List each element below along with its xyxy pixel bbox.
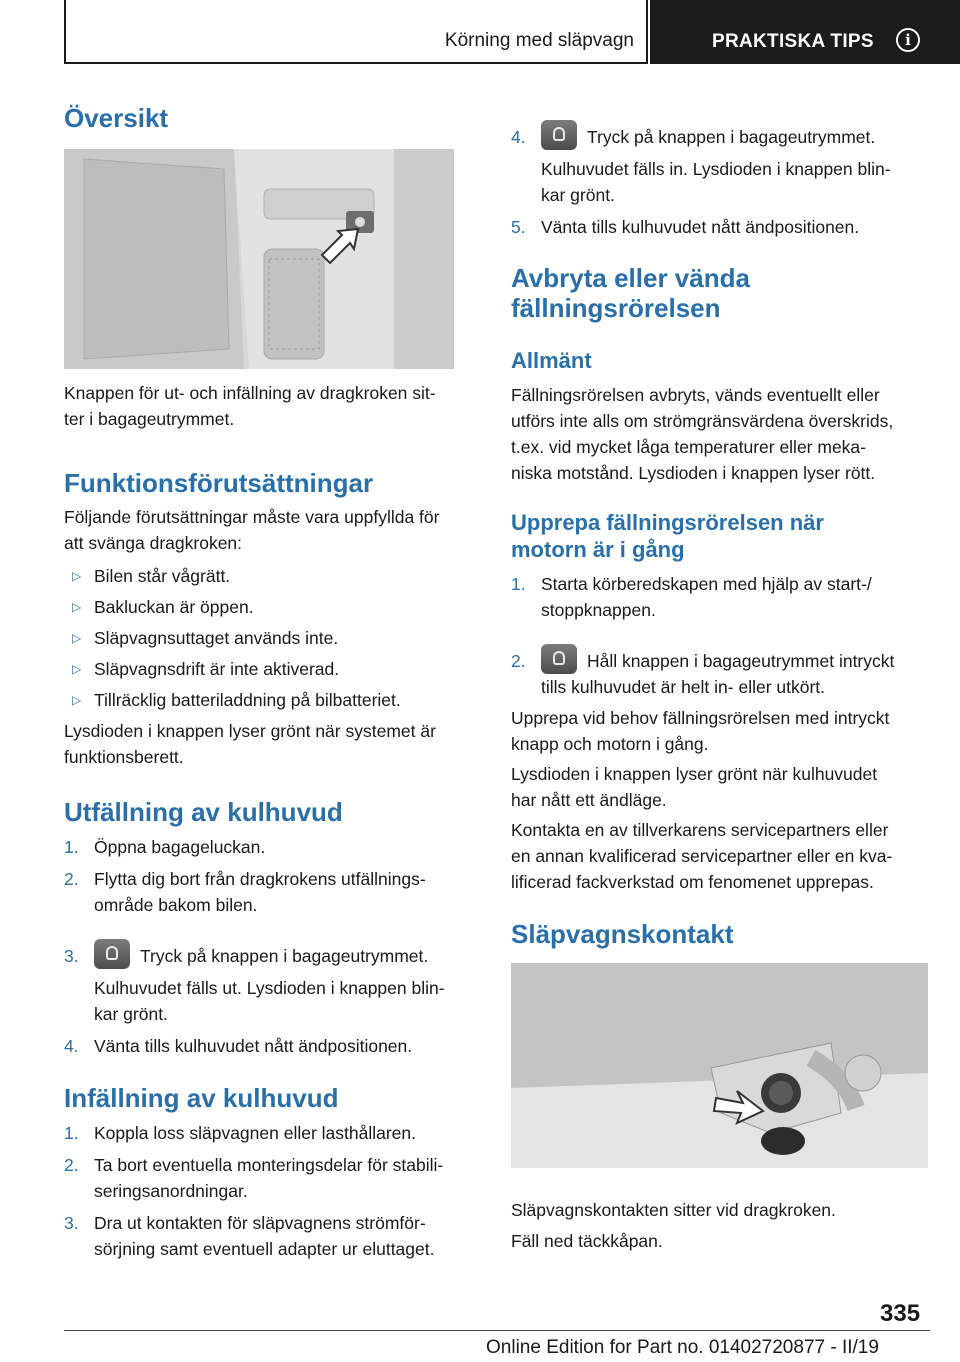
prereq-heading: Funktionsförutsättningar [64, 468, 374, 498]
overview-caption-line-1: Knappen för ut- och infällning av dragkroken sit- [64, 383, 436, 403]
socket-illustration [511, 963, 928, 1168]
hitch-button-icon [541, 644, 577, 674]
general-line: utförs inte alls om strömgränsvärdena överskrids, [511, 411, 894, 431]
triangle-bullet-icon: ▷ [72, 631, 82, 645]
general-line: t.ex. vid mycket låga temperaturer eller meka- [511, 437, 866, 457]
header-frame [64, 0, 648, 64]
socket-photo [511, 963, 928, 1168]
repeat-heading-line-2: motorn är i gång [511, 537, 685, 562]
repeat-para-line: har nått ett ändläge. [511, 790, 667, 810]
hitch-button-icon [94, 939, 130, 969]
hitch-button-icon [541, 120, 577, 150]
trunk-photo [64, 149, 454, 369]
repeat-para-line: en annan kvalificerad servicepartner eller en kva- [511, 846, 893, 866]
triangle-bullet-icon: ▷ [72, 569, 82, 583]
prereq-note-line-1: Lysdioden i knappen lyser grönt när systemet är [64, 721, 436, 741]
socket-caption-line-2: Fäll ned täckkåpan. [511, 1231, 663, 1251]
overview-heading: Översikt [64, 103, 169, 133]
prereq-intro-line-2: att svänga dragkroken: [64, 533, 243, 553]
page-number: 335 [880, 1300, 921, 1327]
chapter-title: PRAKTISKA TIPS [712, 31, 874, 52]
triangle-bullet-icon: ▷ [72, 600, 82, 614]
trunk-illustration [64, 149, 454, 369]
repeat-heading-line-1: Upprepa fällningsrörelsen när [511, 510, 824, 535]
extend-heading: Utfällning av kulhuvud [64, 797, 343, 827]
section-title: Körning med släpvagn [444, 30, 634, 51]
general-heading: Allmänt [511, 348, 592, 373]
repeat-para-line: Lysdioden i knappen lyser grönt när kulhuvudet [511, 764, 878, 784]
overview-caption-line-2: ter i bagageutrymmet. [64, 409, 235, 429]
chapter-tab [650, 0, 960, 64]
prereq-intro-line-1: Följande förutsättningar måste vara uppfyllda för [64, 507, 440, 527]
repeat-para-line: Upprepa vid behov fällningsrörelsen med intryckt [511, 708, 890, 728]
repeat-para-line: Kontakta en av tillverkarens servicepartners eller [511, 820, 889, 840]
general-line: niska motstånd. Lysdioden i knappen lyser rött. [511, 463, 876, 483]
prereq-note-line-2: funktionsberett. [64, 747, 184, 767]
repeat-para-line: lificerad fackverkstad om fenomenet upprepas. [511, 872, 874, 892]
socket-caption-line-1: Släpvagnskontakten sitter vid dragkroken. [511, 1200, 836, 1220]
repeat-para-line: knapp och motorn i gång. [511, 734, 709, 754]
triangle-bullet-icon: ▷ [72, 693, 82, 707]
triangle-bullet-icon: ▷ [72, 662, 82, 676]
retract-heading: Infällning av kulhuvud [64, 1083, 339, 1113]
abort-heading-line-1: Avbryta eller vända [511, 263, 750, 293]
footer-divider [64, 1330, 930, 1331]
edition-text: Online Edition for Part no. 01402720877 - II/19 [486, 1337, 879, 1358]
info-icon: i [896, 28, 920, 52]
socket-heading: Släpvagnskontakt [511, 919, 734, 949]
abort-heading-line-2: fällningsrörelsen [511, 293, 721, 323]
general-line: Fällningsrörelsen avbryts, vänds eventuellt eller [511, 385, 880, 405]
